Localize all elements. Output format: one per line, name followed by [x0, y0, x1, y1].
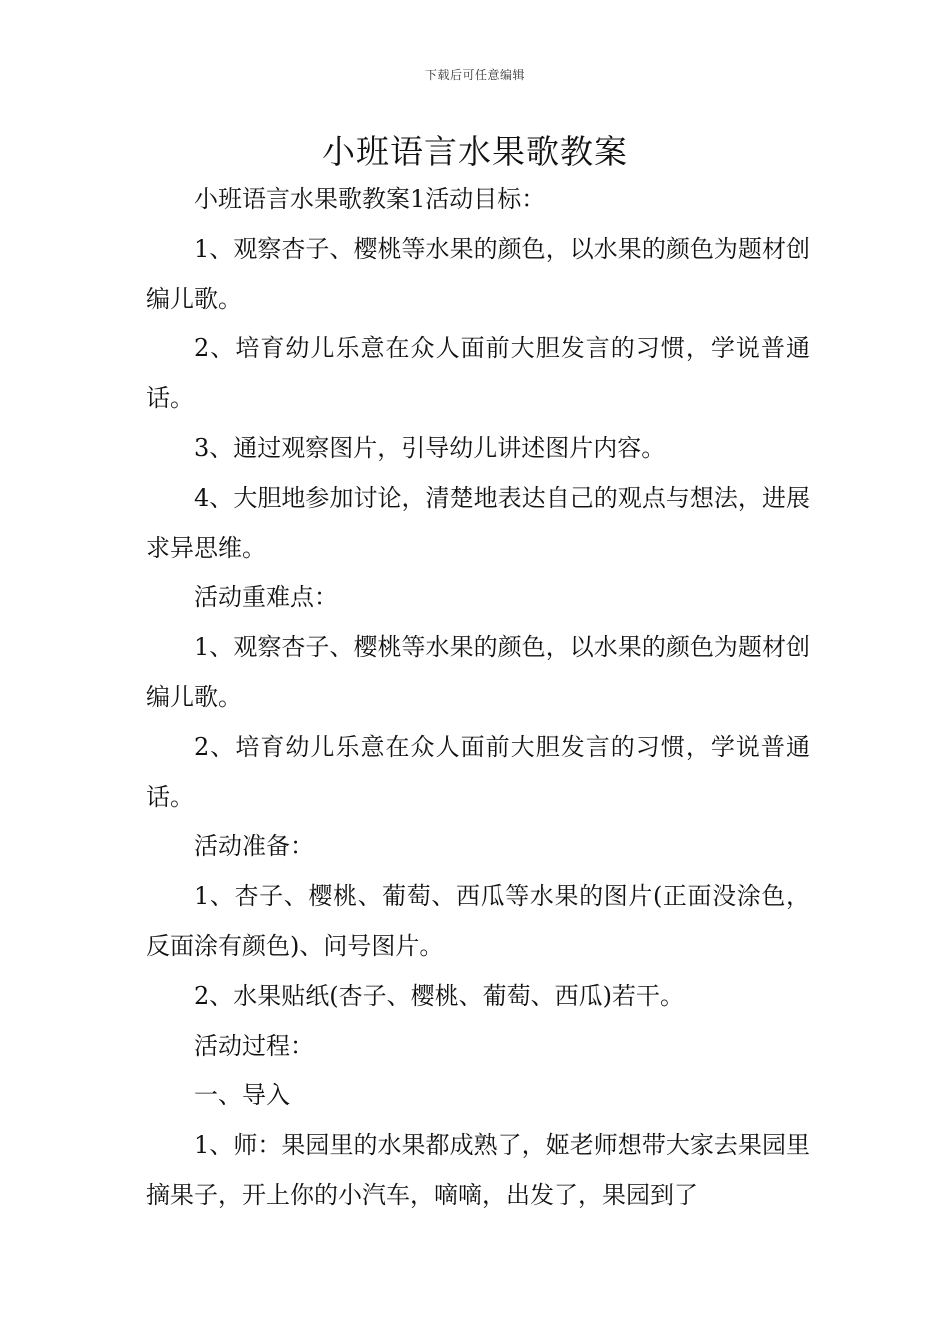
paragraph-goal-3: 3、通过观察图片，引导幼儿讲述图片内容。: [194, 433, 666, 462]
paragraph-key-point-1: 1、观察杏子、樱桃等水果的颜色，以水果的颜色为题材创编儿歌。: [146, 633, 810, 711]
section-heading-preparation: 活动准备：: [194, 832, 314, 861]
paragraph-intro: 小班语言水果歌教案1活动目标：: [194, 185, 546, 213]
paragraph-process-intro: 一、导入: [194, 1081, 290, 1110]
document-body: [146, 175, 810, 1221]
section-heading-key-points: 活动重难点：: [194, 583, 338, 612]
header-note: 下载后可任意编辑: [424, 68, 525, 82]
document-title: 小班语言水果歌教案: [322, 132, 628, 171]
paragraph-goal-1: 1、观察杏子、樱桃等水果的颜色，以水果的颜色为题材创编儿歌。: [146, 234, 810, 313]
paragraph-preparation-1: 1、杏子、樱桃、葡萄、西瓜等水果的图片(正面没涂色，反面涂有颜色)、问号图片。: [146, 882, 810, 960]
paragraph-goal-4: 4、大胆地参加讨论，清楚地表达自己的观点与想法，进展求异思维。: [146, 483, 810, 562]
paragraph-key-point-2: 2、培育幼儿乐意在众人面前大胆发言的习惯，学说普通话。: [146, 732, 810, 811]
paragraph-process-1: 1、师：果园里的水果都成熟了，姬老师想带大家去果园里摘果子，开上你的小汽车，嘀嘀，出发了，果园到了: [146, 1131, 810, 1209]
paragraph-goal-2: 2、培育幼儿乐意在众人面前大胆发言的习惯，学说普通话。: [146, 334, 810, 413]
paragraph-preparation-2: 2、水果贴纸(杏子、樱桃、葡萄、西瓜)若干。: [194, 981, 684, 1010]
section-heading-process: 活动过程：: [194, 1031, 314, 1060]
